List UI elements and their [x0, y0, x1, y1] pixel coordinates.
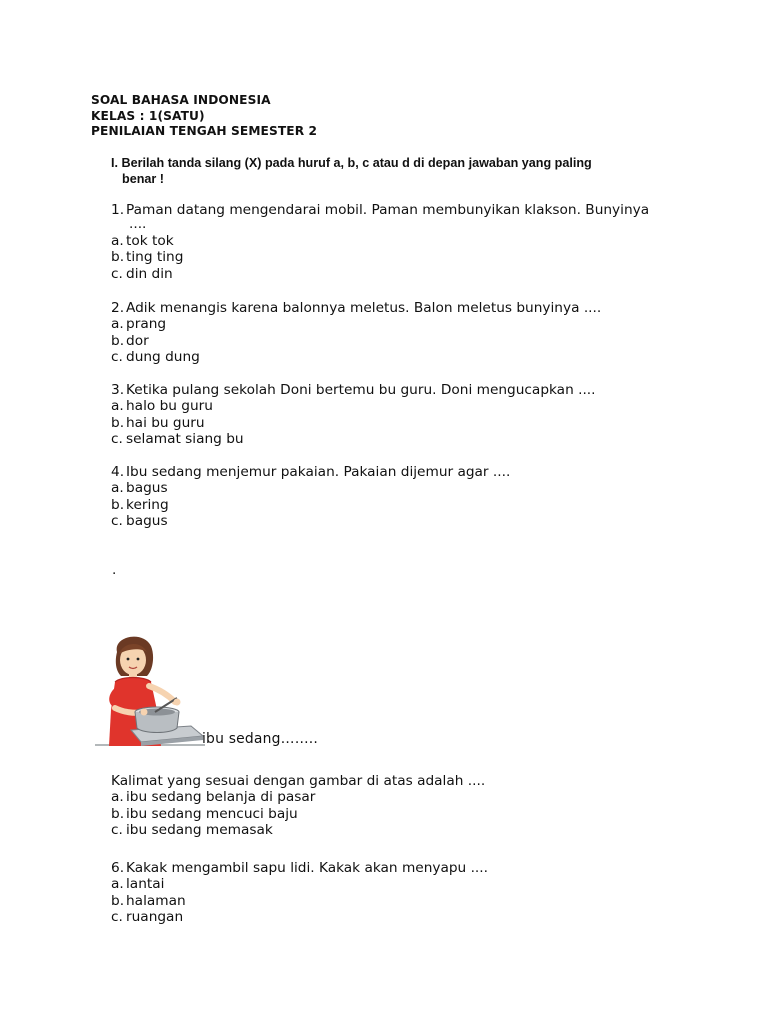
option-letter: b. [111, 249, 125, 266]
question-2 [111, 300, 666, 366]
document-header [91, 93, 317, 140]
question-stem: Ketika pulang sekolah Doni bertemu bu guru. Doni mengucapkan .... [126, 382, 596, 398]
option-text: bagus [126, 480, 168, 497]
header-subject: SOAL BAHASA INDONESIA [91, 93, 271, 107]
option-letter: b. [111, 496, 125, 513]
option-letter: c. [111, 431, 123, 448]
option-text: prang [126, 316, 167, 333]
question-number: 2. [111, 300, 125, 316]
option-a [111, 876, 666, 892]
woman-cooking-illustration [95, 630, 207, 748]
option-c [111, 909, 666, 925]
option-letter: b. [111, 332, 125, 349]
option-letter: b. [111, 414, 125, 431]
instruction-line-2: benar ! [122, 172, 164, 186]
option-text: dung dung [126, 349, 200, 366]
option-c [111, 822, 485, 838]
option-text: ting ting [126, 249, 184, 266]
option-b [111, 893, 666, 909]
option-text: ibu sedang memasak [126, 822, 273, 839]
question-stem: Adik menangis karena balonnya meletus. Balon meletus bunyinya .... [126, 300, 602, 316]
option-text: ruangan [126, 909, 184, 926]
option-letter: c. [111, 265, 123, 282]
option-text: bagus [126, 513, 168, 530]
question-number: 3. [111, 382, 125, 398]
option-a [111, 789, 485, 805]
option-text: tok tok [126, 232, 174, 249]
option-letter: a. [111, 232, 124, 249]
question-3 [111, 382, 666, 448]
option-letter: a. [111, 316, 124, 333]
option-text: dor [126, 332, 149, 349]
stray-dot: . [112, 562, 117, 578]
option-text: lantai [126, 876, 165, 893]
option-letter: c. [111, 822, 123, 839]
question-stem: Kalimat yang sesuai dengan gambar di atas adalah .... [111, 773, 486, 789]
question-number: 6. [111, 860, 125, 876]
question-stem: Ibu sedang menjemur pakaian. Pakaian dijemur agar .... [126, 464, 511, 480]
option-a [111, 316, 666, 332]
option-letter: b. [111, 805, 125, 822]
question-1 [111, 202, 666, 282]
option-letter: a. [111, 789, 124, 806]
header-class: KELAS : 1(SATU) [91, 108, 205, 123]
option-text: din din [126, 265, 173, 282]
option-text: ibu sedang belanja di pasar [126, 789, 316, 806]
option-letter: b. [111, 892, 125, 909]
option-letter: c. [111, 909, 123, 926]
question-stem: Paman datang mengendarai mobil. Paman membunyikan klakson. Bunyinya [126, 202, 650, 218]
instruction [111, 155, 651, 187]
option-b [111, 415, 666, 431]
option-b [111, 333, 666, 349]
option-a [111, 398, 666, 414]
option-letter: c. [111, 349, 123, 366]
question-stem: Kakak mengambil sapu lidi. Kakak akan menyapu .... [126, 860, 488, 876]
option-c [111, 431, 666, 447]
option-text: kering [126, 496, 169, 513]
picture-caption: ibu sedang…….. [202, 731, 319, 747]
option-b [111, 497, 666, 513]
option-text: halo bu guru [126, 398, 213, 415]
instruction-line-1: I. Berilah tanda silang (X) pada huruf a, b, c atau d di depan jawaban yang paling [111, 156, 592, 170]
option-a [111, 480, 666, 496]
question-5 [111, 773, 485, 839]
option-b [111, 249, 666, 265]
option-c [111, 266, 666, 282]
question-6 [111, 860, 666, 926]
option-text: hai bu guru [126, 414, 205, 431]
option-c [111, 513, 666, 529]
option-c [111, 349, 666, 365]
option-letter: a. [111, 876, 124, 893]
option-text: ibu sedang mencuci baju [126, 805, 298, 822]
question-stem-continuation: .... [129, 216, 147, 233]
header-exam: PENILAIAN TENGAH SEMESTER 2 [91, 124, 318, 138]
option-letter: c. [111, 513, 123, 530]
option-a [111, 233, 666, 249]
option-letter: a. [111, 398, 124, 415]
question-number: 1. [111, 202, 125, 218]
option-letter: a. [111, 480, 124, 497]
option-b [111, 806, 485, 822]
question-number: 4. [111, 464, 125, 480]
option-text: selamat siang bu [126, 431, 244, 448]
option-text: halaman [126, 892, 186, 909]
question-4 [111, 464, 666, 530]
